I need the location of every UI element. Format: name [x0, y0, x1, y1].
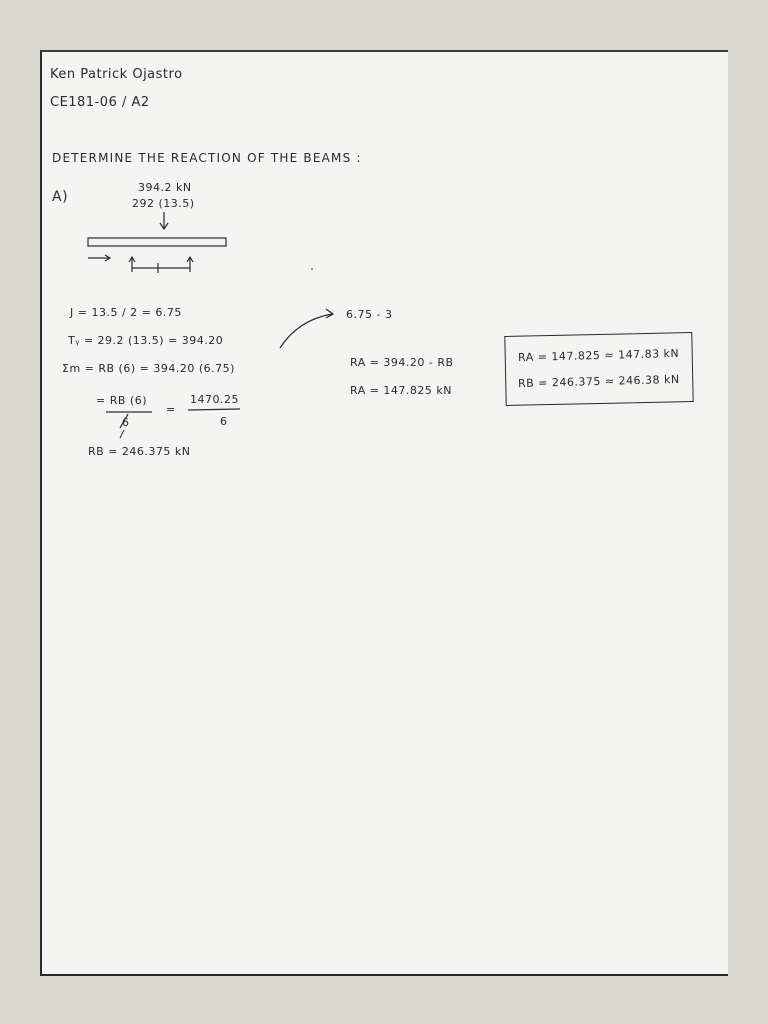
curved-arrow — [280, 314, 332, 348]
ra-line-2: RA = 147.825 kN — [350, 384, 453, 397]
student-name: Ken Patrick Ojastro — [50, 67, 183, 82]
fraction-right-denominator: 6 — [220, 415, 228, 428]
final-rb: RB = 246.375 ≈ 246.38 kN — [517, 372, 680, 391]
paper-sheet — [40, 50, 728, 976]
beam-diagram — [40, 52, 728, 976]
load-expression: 292 (13.5) — [132, 197, 195, 210]
course-code: CE181-06 / A2 — [50, 95, 150, 110]
fraction-left-numerator: = RB (6) — [96, 394, 147, 407]
final-answer-box — [504, 332, 693, 406]
final-ra: RA = 147.825 ≈ 147.83 kN — [517, 346, 680, 365]
rb-result: RB = 246.375 kN — [88, 445, 191, 458]
ra-line-1: RA = 394.20 - RB — [350, 356, 454, 369]
part-label: A) — [52, 189, 69, 205]
fraction-left-denominator: 6 — [122, 416, 130, 429]
problem-statement: DETERMINE THE REACTION OF THE BEAMS : — [52, 151, 362, 165]
fraction-bar-right — [188, 409, 240, 410]
fraction-equals: = — [166, 403, 176, 416]
work-line-1: J = 13.5 / 2 = 6.75 — [70, 306, 182, 319]
cancel-tail — [120, 430, 124, 438]
load-value: 394.2 kN — [138, 181, 192, 194]
work-line-3: Σm = RB (6) = 394.20 (6.75) — [62, 362, 235, 375]
fraction-right-numerator: 1470.25 — [190, 393, 239, 406]
work-line-2: Tᵧ = 29.2 (13.5) = 394.20 — [68, 334, 224, 347]
arrow-note: 6.75 - 3 — [346, 308, 393, 321]
beam — [88, 238, 226, 246]
